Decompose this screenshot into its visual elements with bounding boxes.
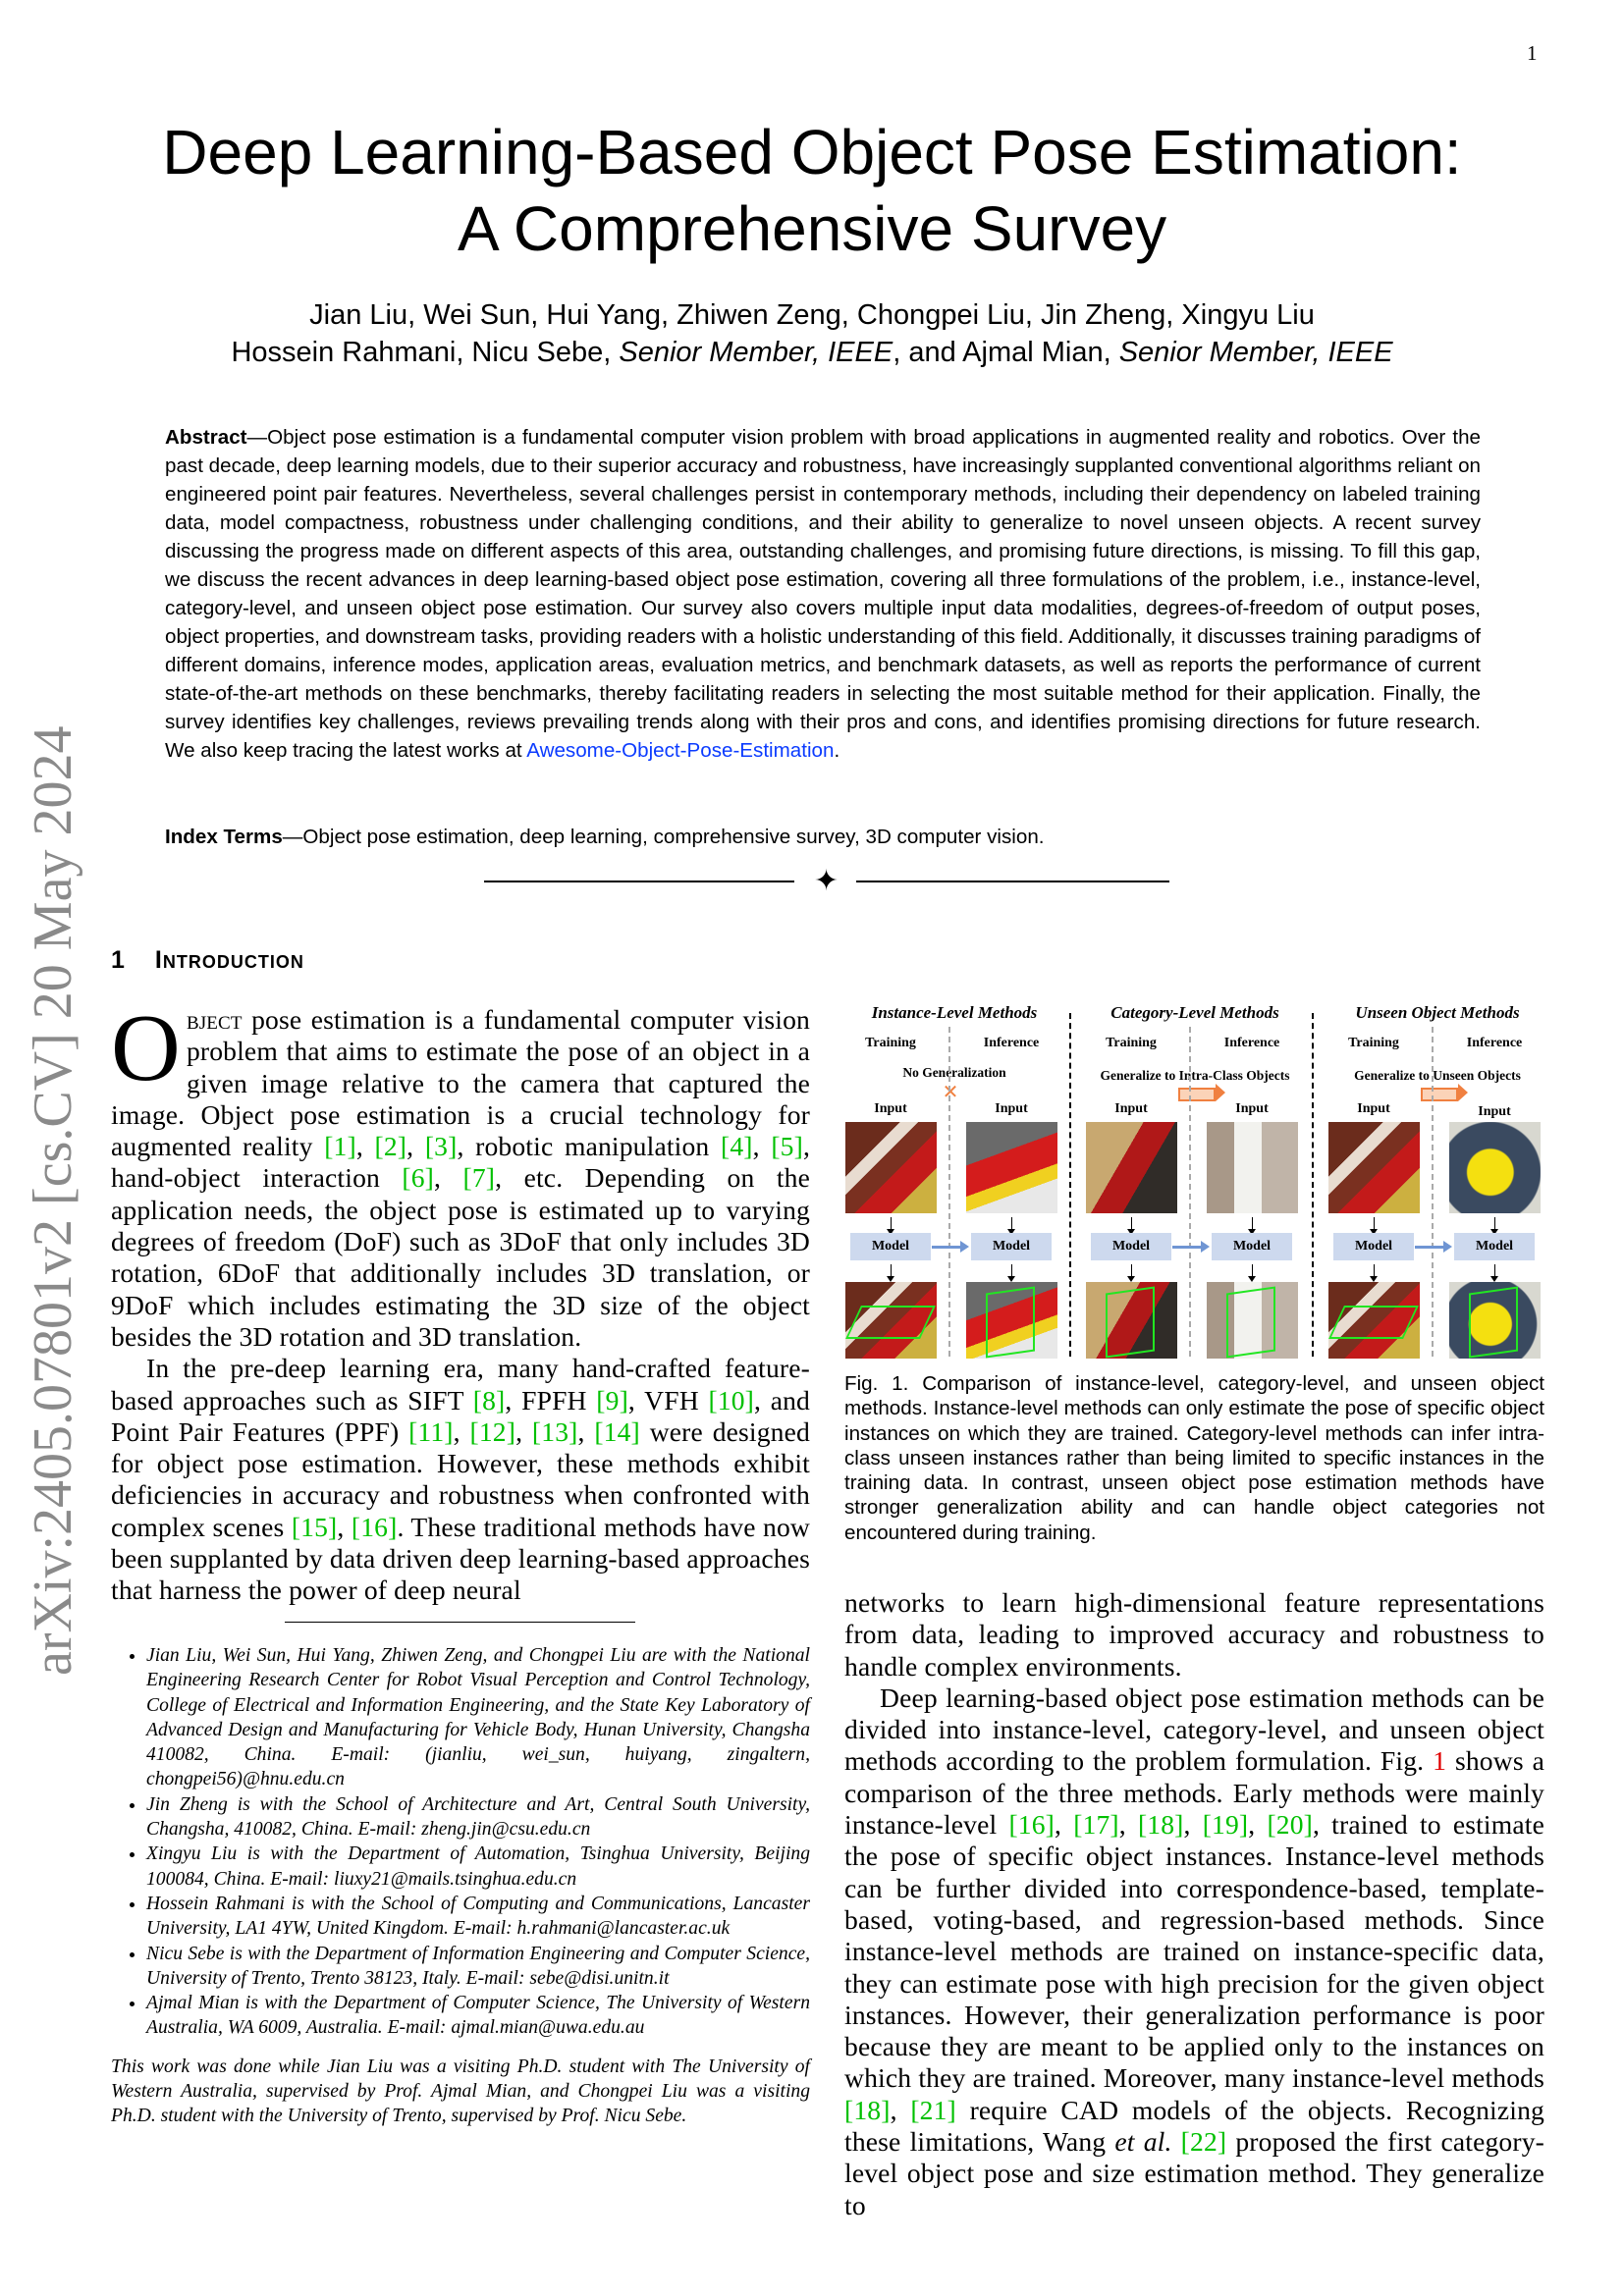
citation-link[interactable]: [18] bbox=[1137, 1809, 1184, 1841]
citation-link[interactable]: [9] bbox=[596, 1384, 628, 1415]
input-label: Input bbox=[1235, 1101, 1269, 1116]
paragraph bbox=[111, 995, 810, 1353]
separator-line bbox=[856, 881, 1169, 882]
generalization-label: Generalize to Intra-Class Objects bbox=[1100, 1068, 1290, 1083]
footnote-affiliation: • Hossein Rahmani is with the School of Computing and Communications, Lancaster University, LA1 4YW, United Kingdom. E-mail: h.rahmani@lancaster.ac.uk bbox=[146, 1892, 810, 1942]
training-label: Training bbox=[1106, 1036, 1157, 1050]
text-run: , etc. Depending on the application needs, the object pose is estimated up to varying degrees of freedom (DoF) such as 3DoF that only includes 3D rotation, 6DoF that additionally includes 3D translation, or 9DoF which includes estimating the 3D size of the object besides the 3D rotation and 3D translation. bbox=[111, 1162, 810, 1352]
down-arrow-icon bbox=[1131, 1264, 1132, 1280]
paragraph bbox=[844, 1682, 1544, 2221]
citation-link[interactable]: [5] bbox=[771, 1131, 803, 1162]
text-run: , bbox=[577, 1415, 595, 1447]
inference-input-image bbox=[966, 1122, 1057, 1213]
text-run: require CAD models of the objects. Recognizing these limitations, Wang bbox=[844, 2094, 1544, 2158]
generalization-label: No Generalization bbox=[902, 1065, 1006, 1080]
paragraph bbox=[111, 1353, 810, 1606]
inference-label: Inference bbox=[983, 1036, 1040, 1050]
abstract-text: —Object pose estimation is a fundamental computer vision problem with broad applications in augmented reality and robotics. Over the past decade, deep learning models, due to their superior accuracy and robustness, have increasingly supplanted conventional algorithms reliant on engineered point pair features. Nevertheless, several challenges persist in contemporary methods, including their dependency on labeled training data, model compactness, robustness under challenging conditions, and their ability to generalize to novel unseen objects. A recent survey discussing the progress made on different aspects of this area, outstanding challenges, and promising future directions, is missing. To fill this gap, we discuss the recent advances in deep learning-based object pose estimation, covering all three formulations of the problem, i.e., instance-level, category-level, and unseen object pose estimation. Our survey also covers multiple input data modalities, degrees-of-freedom of output poses, object properties, and downstream tasks, providing readers with a holistic understanding of this field. Additionally, it discusses training paradigms of different domains, inference modes, application areas, evaluation metrics, and benchmark datasets, as well as reports the performance of current state-of-the-art methods on these benchmarks, thereby facilitating readers in selecting the most suitable method for their application. Finally, the survey identifies key challenges, reviews prevailing trends along with their pros and cons, and identifies promising directions for future research. We also keep tracing the latest works at bbox=[165, 426, 1481, 762]
pose-bounding-box bbox=[986, 1286, 1035, 1358]
section-number: 1 bbox=[111, 946, 126, 974]
authors-line-2 bbox=[0, 334, 1624, 371]
index-terms bbox=[165, 823, 1481, 851]
text-run: , bbox=[355, 1131, 375, 1162]
input-label: Input bbox=[1478, 1104, 1511, 1119]
down-arrow-icon bbox=[1494, 1264, 1495, 1280]
author-names: Hossein Rahmani, Nicu Sebe, bbox=[231, 337, 620, 368]
down-arrow-icon bbox=[1011, 1264, 1012, 1280]
pose-bounding-box bbox=[1469, 1286, 1518, 1358]
abstract-end: . bbox=[834, 739, 840, 762]
text-run: proposed the first category-level object pose and size estimation method. They generalize to bbox=[844, 2126, 1544, 2220]
text-run: , trained to estimate the pose of specific object instances. Instance-level methods can be further divided into correspondence-based, template-based, voting-based, and regression-based methods. Since instance-level methods are trained on instance-specific data, they can estimate pose with high precision for the given object instances. However, their generalization performance is poor because they are meant to be applied only to the instances on which they are trained. Moreover, many instance-level methods bbox=[844, 1809, 1544, 2094]
italic-text: et al. bbox=[1114, 2126, 1172, 2158]
model-transfer-arrow-icon bbox=[1172, 1246, 1202, 1249]
citation-link[interactable]: [6] bbox=[402, 1162, 435, 1194]
footnote-rule bbox=[285, 1622, 635, 1623]
figure-1 bbox=[844, 1003, 1544, 1359]
authors-line-1: Jian Liu, Wei Sun, Hui Yang, Zhiwen Zeng, Chongpei Liu, Jin Zheng, Xingyu Liu bbox=[309, 299, 1315, 331]
text-run: , bbox=[1118, 1809, 1138, 1841]
down-arrow-icon bbox=[1374, 1217, 1375, 1233]
section-heading bbox=[111, 946, 304, 975]
citation-link[interactable]: [18] bbox=[844, 2094, 891, 2125]
figure-ref-link[interactable]: 1 bbox=[1433, 1745, 1447, 1777]
no-generalization-cross-icon: ✕ bbox=[942, 1080, 959, 1103]
down-arrow-icon bbox=[891, 1264, 892, 1280]
author-names: , and Ajmal Mian, bbox=[893, 337, 1119, 368]
panel-title: Category-Level Methods bbox=[1110, 1003, 1279, 1022]
author-list bbox=[0, 296, 1624, 371]
caption-text: Comparison of instance-level, category-level, and unseen object methods. Instance-level methods can only estimate the pose of specific object instances on which they are trained. Category-level methods can infer intra-class unseen instances rather than being limited to specific instances in the training data. In contrast, unseen object pose estimation methods have stronger generalization ability and can handle object categories not encountered during training. bbox=[844, 1372, 1545, 1544]
inference-input-image bbox=[1449, 1122, 1541, 1213]
model-box: Model bbox=[1091, 1233, 1171, 1260]
caption-label: Fig. 1. bbox=[844, 1372, 909, 1395]
model-box: Model bbox=[1333, 1233, 1414, 1260]
citation-link[interactable]: [3] bbox=[424, 1131, 458, 1162]
model-box: Model bbox=[1212, 1233, 1292, 1260]
down-arrow-icon bbox=[1252, 1217, 1253, 1233]
pose-bounding-box bbox=[1226, 1286, 1275, 1358]
training-input-image bbox=[1086, 1122, 1177, 1213]
input-label: Input bbox=[1114, 1101, 1148, 1116]
footnote-affiliation: • Xingyu Liu is with the Department of Automation, Tsinghua University, Beijing 100084, China. E-mail: liuxy21@mails.tsinghua.edu.cn bbox=[146, 1842, 810, 1892]
text-run: Deep learning-based object pose estimation methods can be divided into instance-level, category-level, and unseen object methods according to the problem formulation. Fig. bbox=[844, 1682, 1544, 1777]
drop-cap: O bbox=[111, 995, 181, 1101]
author-title: Senior Member, IEEE bbox=[1118, 337, 1393, 368]
citation-link[interactable]: [8] bbox=[472, 1384, 506, 1415]
text-run: , bbox=[890, 2094, 911, 2125]
figure-caption bbox=[844, 1371, 1544, 1545]
citation-link[interactable]: [14] bbox=[594, 1415, 640, 1447]
citation-link[interactable]: [10] bbox=[708, 1384, 755, 1415]
training-label: Training bbox=[865, 1036, 916, 1050]
training-input-image bbox=[845, 1122, 937, 1213]
citation-link[interactable]: [17] bbox=[1073, 1809, 1119, 1841]
model-transfer-arrow-icon bbox=[1415, 1246, 1444, 1249]
down-arrow-icon bbox=[1011, 1217, 1012, 1233]
input-label: Input bbox=[1357, 1101, 1390, 1116]
text-run: , bbox=[453, 1415, 470, 1447]
abstract-label: Abstract bbox=[165, 426, 247, 449]
train-inference-divider bbox=[948, 1027, 950, 1357]
training-label: Training bbox=[1348, 1036, 1399, 1050]
awesome-repo-link[interactable]: Awesome-Object-Pose-Estimation bbox=[526, 739, 835, 762]
text-run: , robotic manipulation bbox=[457, 1131, 721, 1162]
text-run: pose estimation is a fundamental computer vision problem that aims to estimate the pose of an object in a given image relative to the camera that captured the image. Object pose estimation is a crucial technology for augmented reality bbox=[111, 1004, 810, 1162]
section-title: Introduction bbox=[154, 946, 304, 974]
paragraph bbox=[844, 1587, 1544, 1682]
inference-label: Inference bbox=[1223, 1036, 1280, 1050]
pose-bounding-box bbox=[1328, 1306, 1419, 1339]
panel-title: Unseen Object Methods bbox=[1355, 1003, 1520, 1022]
text-run: were designed for object pose estimation. However, these methods exhibit deficiencies in accuracy and robustness when confronted with complex scenes bbox=[111, 1415, 810, 1542]
citation-link[interactable]: [16] bbox=[1008, 1809, 1056, 1841]
input-label: Input bbox=[995, 1101, 1028, 1116]
text-run: , bbox=[434, 1162, 463, 1194]
training-output-image bbox=[1328, 1282, 1420, 1359]
panel-divider bbox=[1312, 1013, 1314, 1357]
footnote-note: This work was done while Jian Liu was a visiting Ph.D. student with The University of Western Australia, supervised by Prof. Ajmal Mian, and Chongpei Liu was a visiting Ph.D. student with the University of Trento, supervised by Prof. Nicu Sebe. bbox=[111, 2056, 810, 2127]
text-run: , hand-object interaction bbox=[111, 1131, 810, 1194]
model-box: Model bbox=[850, 1233, 931, 1260]
right-column-body bbox=[844, 1587, 1544, 2221]
model-transfer-arrow-icon bbox=[932, 1246, 961, 1249]
text-run: networks to learn high-dimensional feature representations from data, leading to improved accuracy and robustness to handle complex environments. bbox=[844, 1587, 1544, 1682]
model-box: Model bbox=[1454, 1233, 1535, 1260]
text-run: , bbox=[406, 1131, 425, 1162]
text-run: , bbox=[1248, 1809, 1268, 1841]
text-run: , bbox=[1183, 1809, 1203, 1841]
training-output-image bbox=[845, 1282, 937, 1359]
citation-link[interactable]: [21] bbox=[910, 2094, 956, 2125]
index-terms-label: Index Terms bbox=[165, 826, 283, 848]
text-run: , bbox=[337, 1511, 352, 1542]
title-line: A Comprehensive Survey bbox=[457, 193, 1167, 264]
text-run: , bbox=[1055, 1809, 1074, 1841]
small-caps-text: bject bbox=[186, 1004, 243, 1035]
text-run: . These traditional methods have now been supplanted by data driven deep learning-based approaches that harness the power of deep neural bbox=[111, 1511, 810, 1606]
text-run: , and Point Pair Features (PPF) bbox=[111, 1384, 811, 1447]
model-box: Model bbox=[971, 1233, 1052, 1260]
down-arrow-icon bbox=[891, 1217, 892, 1233]
separator-diamond-icon: ✦ bbox=[814, 864, 839, 898]
inference-output-image bbox=[966, 1282, 1057, 1359]
paper-title bbox=[0, 114, 1624, 267]
index-terms-text: —Object pose estimation, deep learning, comprehensive survey, 3D computer vision. bbox=[282, 826, 1045, 848]
left-column-body bbox=[111, 995, 811, 1607]
training-output-image bbox=[1086, 1282, 1177, 1359]
page-number: 1 bbox=[1527, 41, 1538, 65]
abstract bbox=[165, 423, 1481, 765]
input-label: Input bbox=[874, 1101, 907, 1116]
generalization-label: Generalize to Unseen Objects bbox=[1354, 1068, 1521, 1083]
citation-link[interactable]: [22] bbox=[1180, 2126, 1227, 2158]
generalization-arrow-icon bbox=[1178, 1088, 1216, 1101]
footnote-affiliation: • Jian Liu, Wei Sun, Hui Yang, Zhiwen Zeng, and Chongpei Liu are with the National Engineering Research Center for Robot Visual Perception and Control Technology, College of Electrical and Information Engineering, and the State Key Laboratory of Advanced Design and Manufacturing for Vehicle Body, Hunan University, Changsha 410082, China. E-mail: (jianliu, wei_sun, huiyang, zingaltern, chongpei56)@hnu.edu.cn bbox=[146, 1643, 810, 1792]
citation-link[interactable]: [11] bbox=[408, 1415, 454, 1447]
text-run bbox=[1172, 2126, 1181, 2157]
panel-title: Instance-Level Methods bbox=[871, 1003, 1038, 1022]
text-run: shows a comparison of the three methods. Early methods were mainly instance-level bbox=[844, 1745, 1544, 1841]
pose-bounding-box bbox=[1106, 1286, 1155, 1358]
separator-line bbox=[484, 881, 794, 882]
citation-link[interactable]: [16] bbox=[351, 1511, 398, 1542]
citation-link[interactable]: [4] bbox=[721, 1131, 753, 1162]
down-arrow-icon bbox=[1374, 1264, 1375, 1280]
citation-link[interactable]: [7] bbox=[462, 1162, 496, 1194]
inference-output-image bbox=[1207, 1282, 1298, 1359]
citation-link[interactable]: [1] bbox=[324, 1131, 356, 1162]
text-run: , bbox=[752, 1131, 772, 1162]
train-inference-divider bbox=[1189, 1027, 1191, 1357]
citation-link[interactable]: [15] bbox=[291, 1511, 338, 1542]
footnote-affiliation: • Nicu Sebe is with the Department of Information Engineering and Computer Science, University of Trento, Trento 38123, Italy. E-mail: sebe@disi.unitn.it bbox=[146, 1942, 810, 1992]
citation-link[interactable]: [13] bbox=[531, 1415, 578, 1447]
panel-divider bbox=[1069, 1013, 1071, 1357]
down-arrow-icon bbox=[1252, 1264, 1253, 1280]
inference-label: Inference bbox=[1466, 1036, 1523, 1050]
inference-output-image bbox=[1449, 1282, 1541, 1359]
generalization-arrow-icon bbox=[1421, 1088, 1458, 1101]
down-arrow-icon bbox=[1131, 1217, 1132, 1233]
citation-link[interactable]: [19] bbox=[1202, 1809, 1249, 1841]
citation-link[interactable]: [2] bbox=[374, 1131, 407, 1162]
citation-link[interactable]: [20] bbox=[1267, 1809, 1314, 1841]
inference-input-image bbox=[1207, 1122, 1298, 1213]
text-run: , VFH bbox=[627, 1384, 709, 1415]
training-input-image bbox=[1328, 1122, 1420, 1213]
down-arrow-icon bbox=[1494, 1217, 1495, 1233]
author-title: Senior Member, IEEE bbox=[619, 337, 893, 368]
footnotes bbox=[111, 1643, 810, 2129]
text-run: , bbox=[515, 1415, 532, 1447]
citation-link[interactable]: [12] bbox=[469, 1415, 516, 1447]
title-line: Deep Learning-Based Object Pose Estimation: bbox=[162, 117, 1462, 187]
arxiv-stamp: arXiv:2405.07801v2 [cs.CV] 20 May 2024 bbox=[23, 725, 83, 1676]
text-run: , FPFH bbox=[505, 1384, 597, 1415]
train-inference-divider bbox=[1432, 1027, 1434, 1357]
footnote-affiliation: • Jin Zheng is with the School of Architecture and Art, Central South University, Changsha, 410082, China. E-mail: zheng.jin@csu.edu.cn bbox=[146, 1792, 810, 1842]
pose-bounding-box bbox=[845, 1306, 936, 1339]
text-run: In the pre-deep learning era, many hand-crafted feature-based approaches such as SIFT bbox=[111, 1353, 810, 1415]
footnote-affiliation: • Ajmal Mian is with the Department of Computer Science, The University of Western Australia, WA 6009, Australia. E-mail: ajmal.mian@uwa.edu.au bbox=[146, 1991, 810, 2041]
